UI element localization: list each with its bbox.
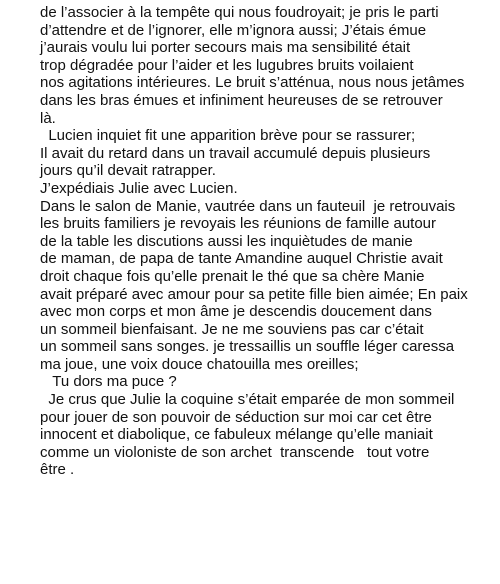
text-line: avec mon corps et mon âme je descendis doucement dans (40, 303, 432, 321)
text-line: comme un violoniste de son archet transcende tout votre (40, 443, 430, 461)
text-line: être . (40, 461, 75, 479)
text-line: innocent et diabolique, ce fabuleux mélange qu’elle maniait (40, 426, 433, 444)
text-line: Je crus que Julie la coquine s’était emparée de mon sommeil (40, 391, 455, 409)
text-line: d’attendre et de l’ignorer, elle m’ignora aussi; J’étais émue (40, 21, 427, 39)
text-line: là. (40, 109, 56, 127)
text-line: Il avait du retard dans un travail accumulé depuis plusieurs (40, 144, 431, 162)
text-line: nos agitations intérieures. Le bruit s’atténua, nous nous jetâmes (40, 74, 465, 92)
text-line: trop dégradée pour l’aider et les lugubres bruits voilaient (40, 56, 414, 74)
text-line: jours qu’il devait ratrapper. (40, 162, 216, 180)
text-line: ma joue, une voix douce chatouilla mes oreilles; (40, 355, 359, 373)
text-line: droit chaque fois qu’elle prenait le thé que sa chère Manie (40, 267, 425, 285)
text-line: J’expédiais Julie avec Lucien. (40, 179, 238, 197)
text-line: un sommeil sans songes. je tressaillis un souffle léger caressa (40, 338, 455, 356)
text-line: de maman, de papa de tante Amandine auquel Christie avait (40, 250, 443, 268)
text-line: Tu dors ma puce ? (40, 373, 177, 391)
text-line: les bruits familiers je revoyais les réunions de famille autour (40, 215, 437, 233)
text-line: avait préparé avec amour pour sa petite fille bien aimée; En paix (40, 285, 468, 303)
text-line: de la table les discutions aussi les inquiètudes de manie (40, 232, 413, 250)
text-line: Lucien inquiet fit une apparition brève pour se rassurer; (40, 127, 416, 145)
text-line: dans les bras émues et infiniment heureuses de se retrouver (40, 91, 443, 109)
text-line: Dans le salon de Manie, vautrée dans un fauteuil je retrouvais (40, 197, 456, 215)
text-line: un sommeil bienfaisant. Je ne me souviens pas car c’était (40, 320, 424, 338)
text-line: de l’associer à la tempête qui nous foudroyait; je pris le parti (40, 4, 439, 21)
text-line: pour jouer de son pouvoir de séduction sur moi car cet être (40, 408, 432, 426)
text-line: j’aurais voulu lui porter secours mais ma sensibilité était (40, 39, 411, 57)
